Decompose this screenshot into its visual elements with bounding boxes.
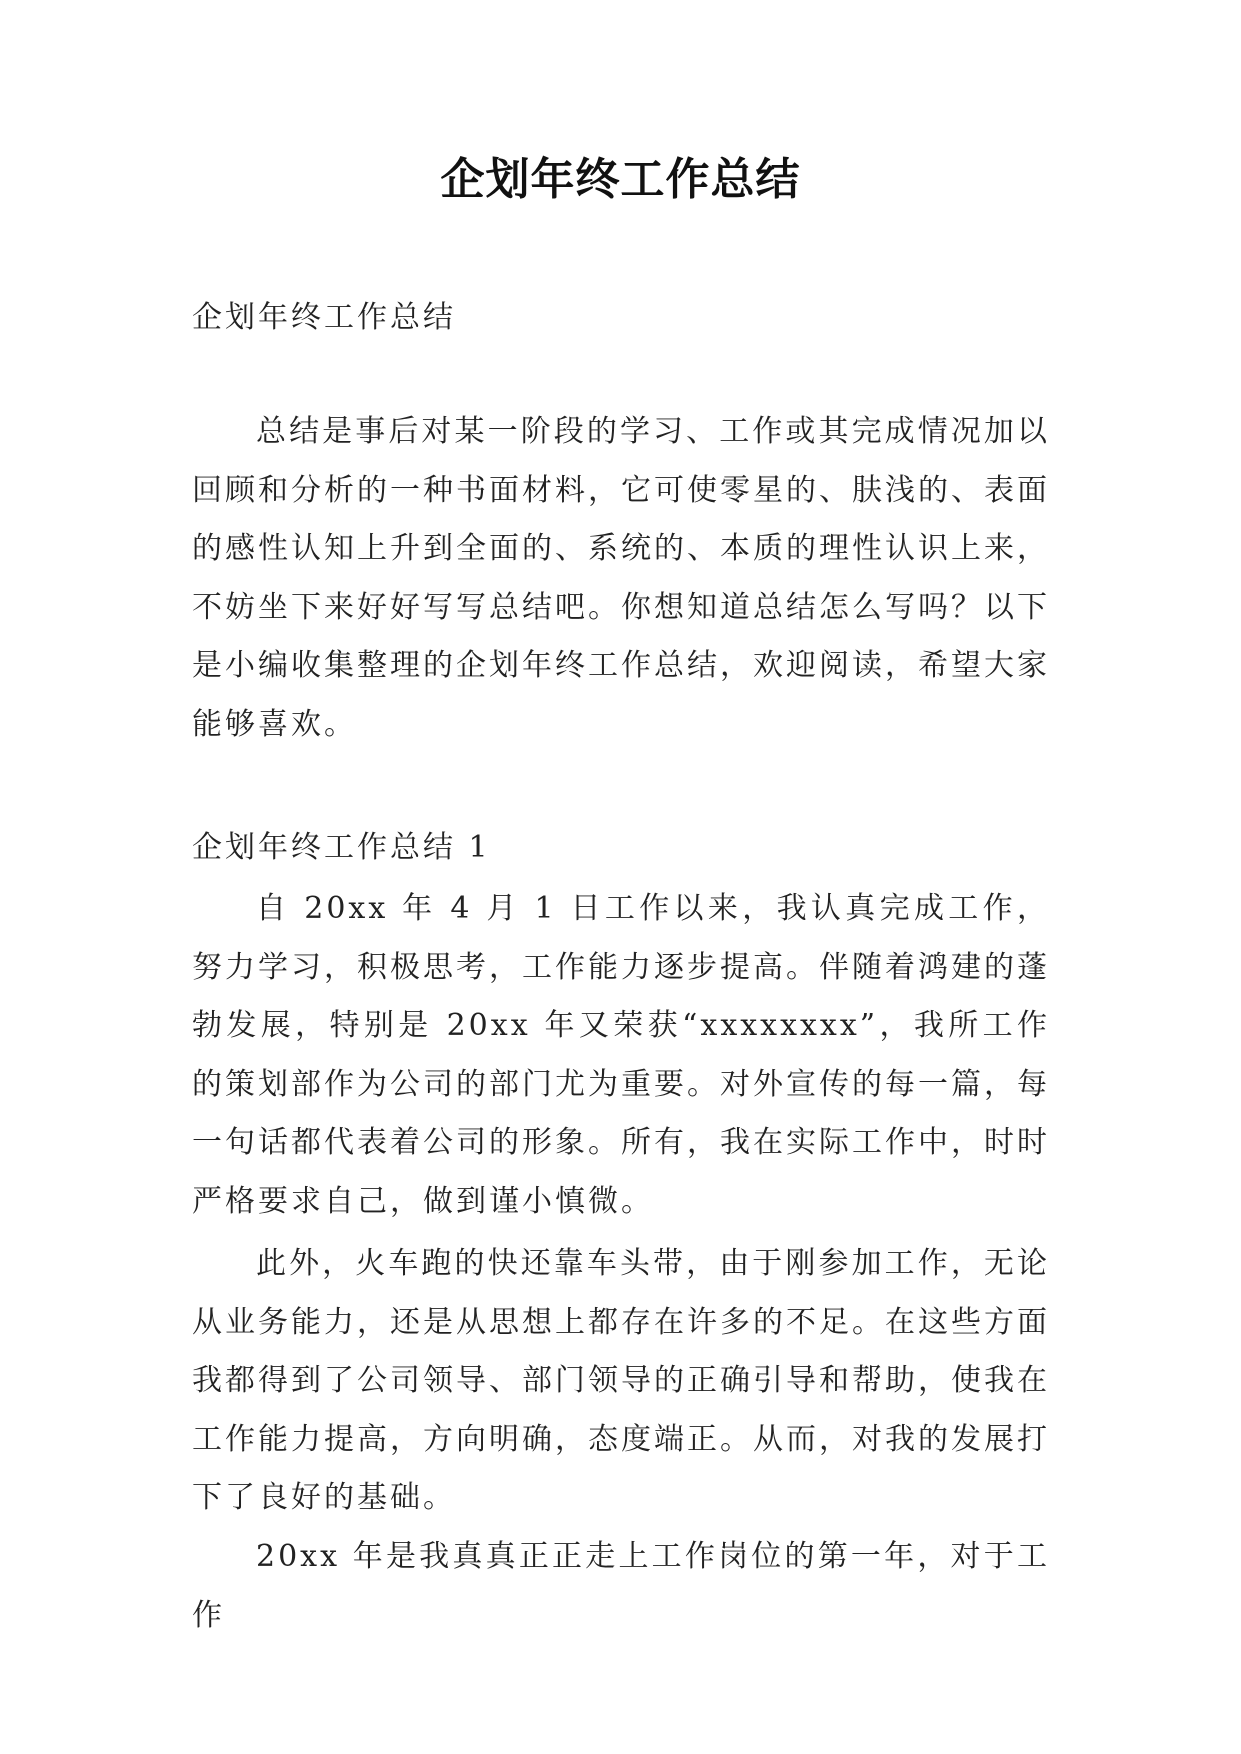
document-title: 企划年终工作总结 bbox=[440, 154, 801, 205]
body-paragraph: 20xx 年是我真真正正走上工作岗位的第一年，对于工作 bbox=[192, 1539, 1050, 1633]
body-paragraph: 自 20xx 年 4 月 1 日工作以来，我认真完成工作，努力学习，积极思考，工作能力逐步提高。伴随着鸿建的蓬勃发展，特别是 20xx 年又荣获“xxxxxxxx”，我所工作的策划部作为公司的部门尤为重要。对外宣传的每一篇，每一句话都代表着公司的形象。所有，我在实际工作中，时时严格要求自己，做到谨小慎微。 bbox=[192, 891, 1050, 1219]
body-paragraph: 此外，火车跑的快还靠车头带，由于刚参加工作，无论从业务能力，还是从思想上都存在许多的不足。在这些方面我都得到了公司领导、部门领导的正确引导和帮助，使我在工作能力提高，方向明确，态度端正。从而，对我的发展打下了良好的基础。 bbox=[192, 1246, 1050, 1515]
section-heading: 企划年终工作总结 1 bbox=[192, 830, 491, 865]
document-subtitle: 企划年终工作总结 bbox=[192, 300, 456, 335]
intro-paragraph: 总结是事后对某一阶段的学习、工作或其完成情况加以回顾和分析的一种书面材料，它可使零星的、肤浅的、表面的感性认知上升到全面的、系统的、本质的理性认识上来，不妨坐下来好好写写总结吧。你想知道总结怎么写吗？以下是小编收集整理的企划年终工作总结，欢迎阅读，希望大家能够喜欢。 bbox=[192, 414, 1050, 742]
